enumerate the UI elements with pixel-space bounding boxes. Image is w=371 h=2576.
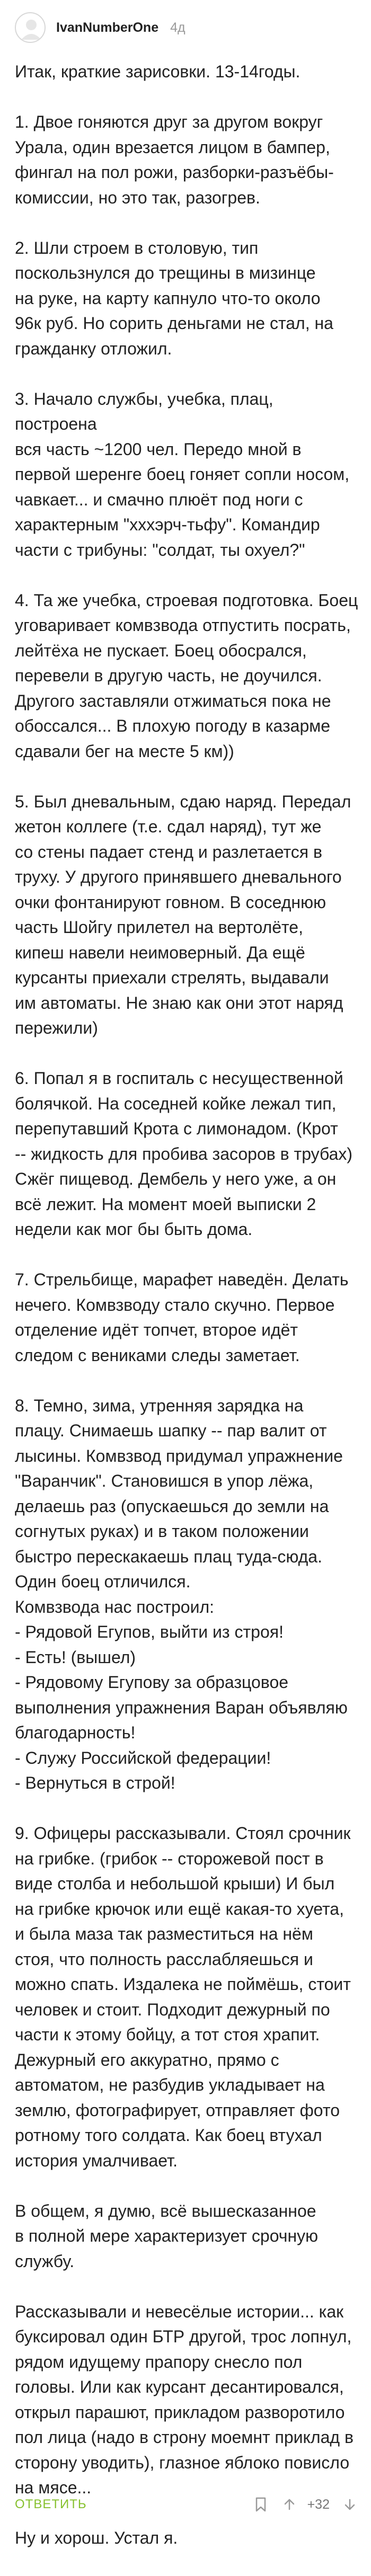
comment-paragraph: Рассказывали и невесёлые истории... как буксировал один БТР другой, трос лопнул, рядом идущему прапору снесло пол головы. Или как курсант десантировался, открыл парашют, прикладом разворотило пол лица (надо в строну моемнт приклад в сторону уводить), глазное яблоко повисло на мясе... (15, 2302, 354, 2497)
comment-paragraph: 8. Темно, зима, утренняя зарядка на плацу. Снимаешь шапку -- пар валит от лысины. Комвзвод придумал упражнение "Варанчик". Становишся в упор лёжа, делаешь раз (опускаешься до земли на согнутых руках) и в таком положении быстро перескакаешь плац туда-сюда. Один боец отличился. Комвзвода нас построил: - Рядовой Егупов, выйти из строя! - Есть! (вышел) - Рядовому Егупову за образцовое выполнения упражнения Варан объявляю благодарность! - Служу Российской федерации! - Вернуться в строй! (15, 1396, 348, 1792)
bookmark-icon[interactable] (250, 2494, 271, 2515)
comment-paragraph: Итак, краткие зарисовки. 13-14годы. (15, 62, 301, 81)
comment-paragraph: 7. Стрельбище, марафет наведён. Делать нечего. Комвзводу стало скучно. Первое отделение идёт топчет, второе идёт следом с вениками следы заметает. (15, 1270, 349, 1365)
comment-paragraph: 4. Та же учебка, строевая подготовка. Боец уговаривает комвзвода отпустить посрать, лейтёха не пускает. Боец обосрался, перевели в другую часть, не доучился. Другого заставляли отжиматься пока не обоссался... В плохую погоду в казарме сдавали бег на месте 5 км)) (15, 590, 358, 761)
author-name[interactable]: IvanNumberOne (56, 20, 159, 35)
rating-value: +32 (307, 2497, 330, 2512)
reply-button[interactable]: ОТВЕТИТЬ (15, 2497, 87, 2511)
comment-paragraph: 1. Двое гоняются друг за другом вокруг Урала, один врезается лицом в бампер, фингал на пол рожи, разборки-разъёбы- комиссии, но это так, разогрев. (15, 112, 334, 207)
avatar-placeholder-icon (16, 13, 46, 43)
comment-paragraph: В общем, я думю, всё вышесказанное в полной мере характеризует срочную службу. (15, 2201, 319, 2271)
comment-paragraph: 6. Попал я в госпиталь с несущественной болячкой. На соседней койке лежал тип, перепутавший Крота с лимонадом. (Крот -- жидкость для пробива засоров в трубах) Сжёг пищевод. Дембель у него уже, а он всё лежит. На момент моей выписки 2 недели как мог бы быть дома. (15, 1069, 353, 1239)
comment-footer (15, 2491, 360, 2518)
comment-paragraph: 9. Офицеры рассказывали. Стоял срочник на грибке. (грибок -- сторожевой пост в виде столба и небольшой крыши) И был на грибке крючок или ещё какая-то хуета, и была маза так разместиться на нём стоя, что полность расслабляешься и можно спать. Издалека не поймёшь, стоит человек и стоит. Подходит дежурный по части к этому бойцу, а тот стоя храпит. Дежурный его аккуратно, прямо с автоматом, не разбудив укладывает на землю, фотографирует, отправляет фото ротному того солдата. Как боец втухал история умалчивает. (15, 1824, 351, 2170)
comment-paragraph: 5. Был дневальным, сдаю наряд. Передал жетон коллеге (т.е. сдал наряд), тут же со стены падает стенд и разлетается в труху. У другого принявшего дневального очки фонтанируют говном. В соседнюю часть Шойгу прилетел на вертолёте, кипеш навели неимоверный. Да ещё курсанты приехали стрелять, выдавали им автоматы. Не знаю как они этот наряд пережили) (15, 792, 351, 1037)
comment-body (15, 59, 359, 2576)
avatar[interactable] (15, 12, 46, 43)
comment-paragraph: 2. Шли строем в столовую, тип поскользнулся до трещины в мизинце на руке, на карту капнуло что-то около 96к руб. Но сорить деньгами не стал, на гражданку отложил. (15, 238, 333, 358)
downvote-icon[interactable] (339, 2494, 360, 2515)
comment-time: 4д (170, 20, 186, 35)
upvote-icon[interactable] (279, 2494, 300, 2515)
comment-header (15, 12, 186, 43)
comment-paragraph: Ну и хорош. Устал я. (15, 2528, 178, 2547)
comment-paragraph: 3. Начало службы, учебка, плац, построена вся часть ~1200 чел. Передо мной в первой шеренге боец гоняет сопли носом, чавкает... и смачно плюёт под ноги с характерным "хххэрч-тьфу". Командир части с трибуны: "солдат, ты охуел?" (15, 389, 350, 559)
